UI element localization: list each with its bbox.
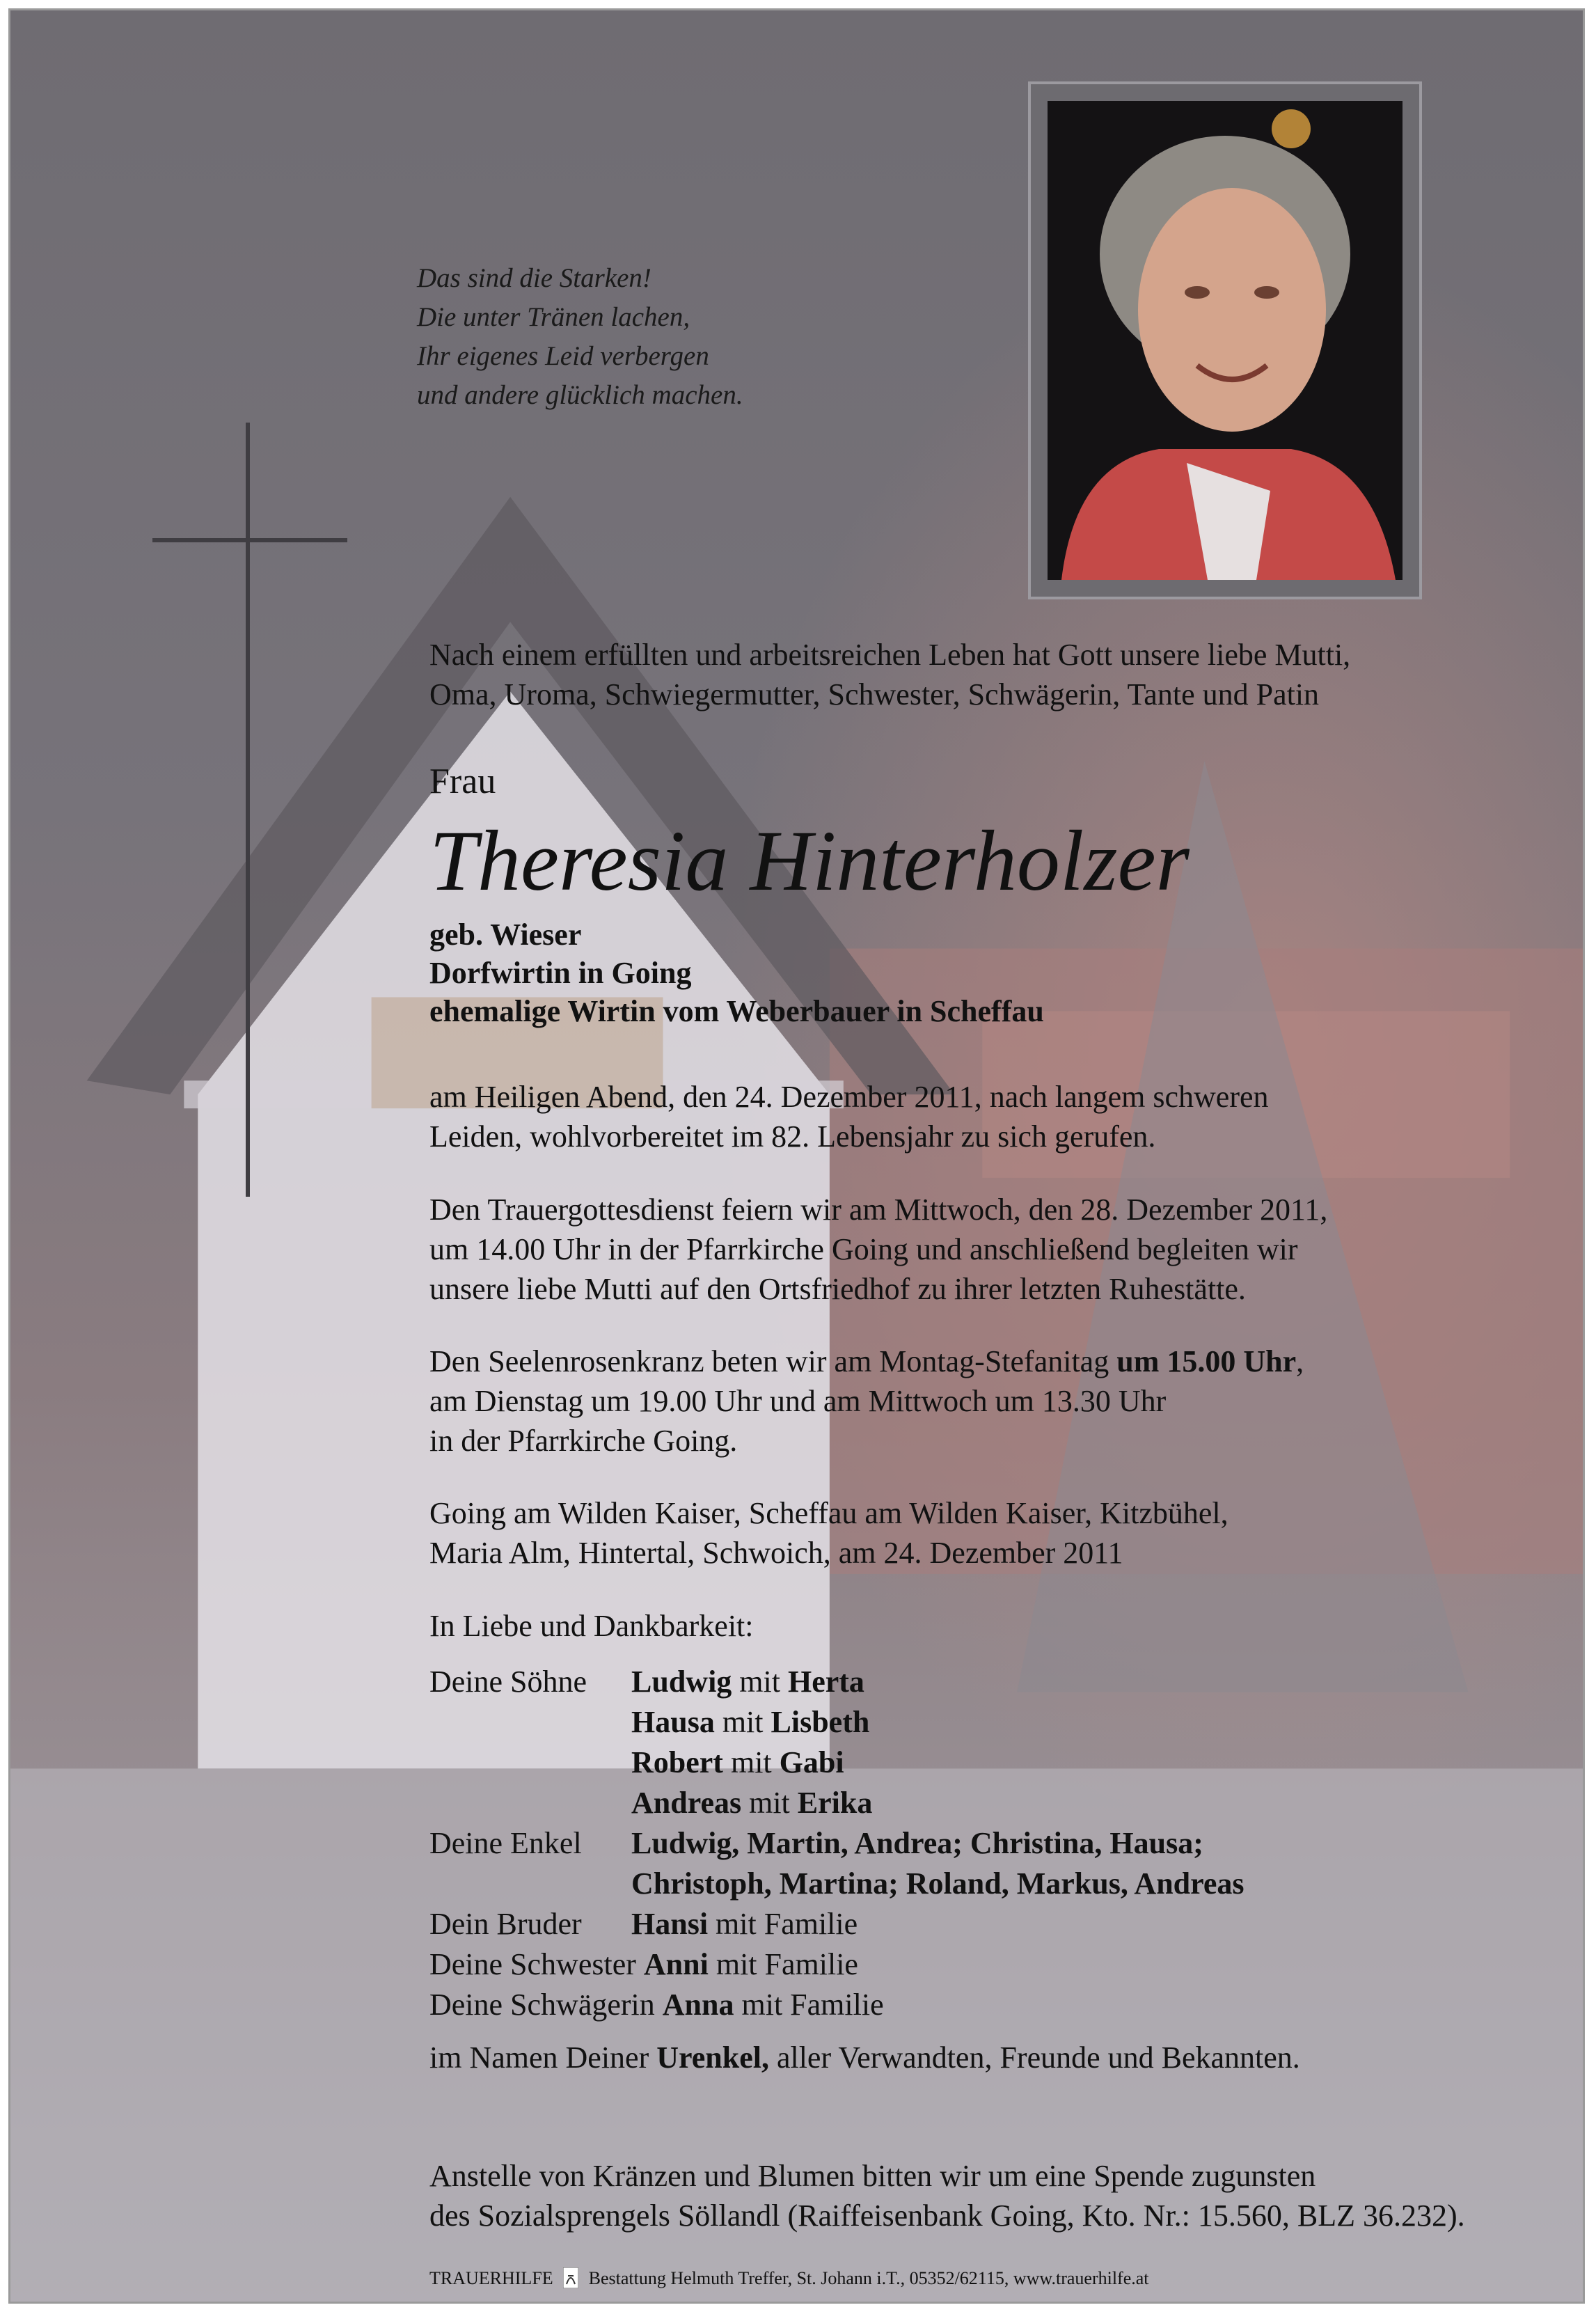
funeral-line: um 14.00 Uhr in der Pfarrkirche Going und anschließend begleiten wir [429, 1232, 1298, 1266]
verse-line: Die unter Tränen lachen, [417, 302, 690, 332]
with-family: mit Familie [708, 1947, 858, 1981]
cross-icon-bar [152, 538, 347, 542]
rosary-notice [429, 1342, 1304, 1461]
mit-text: mit [722, 1745, 780, 1779]
brother-entry [631, 1904, 858, 1944]
rosary-text: Den Seelenrosenkranz beten wir am Montag-Stefanitag [429, 1344, 1117, 1378]
trauerhilfe-logo-icon [563, 2267, 578, 2288]
verse-line: Ihr eigenes Leid verbergen [417, 341, 709, 371]
places-date [429, 1493, 1228, 1573]
donation-request [429, 2156, 1465, 2235]
son-name: Hausa [631, 1705, 715, 1739]
death-line: Leiden, wohlvorbereitet im 82. Lebensjahr zu sich gerufen. [429, 1119, 1156, 1154]
funeral-notice [429, 1190, 1327, 1309]
footer-brand: TRAUERHILFE [429, 2268, 553, 2288]
closing-bold: Urenkel, [656, 2040, 769, 2075]
rosary-line [429, 1342, 1304, 1381]
partner-name: Herta [787, 1665, 864, 1699]
family-label: Dein Bruder [429, 1907, 582, 1941]
verse-line: und andere glücklich machen. [417, 380, 743, 410]
with-family: mit Familie [734, 1988, 884, 2022]
salutation: Frau [429, 762, 496, 801]
sisterinlaw-entry [429, 1985, 884, 2025]
intro-line: Oma, Uroma, Schwiegermutter, Schwester, Schwägerin, Tante und Patin [429, 677, 1320, 711]
mit-text: mit [741, 1786, 798, 1820]
grandchildren-names: Ludwig, Martin, Andrea; Christina, Hausa; [631, 1826, 1203, 1860]
detail-line: geb. Wieser [429, 918, 582, 952]
death-line: am Heiligen Abend, den 24. Dezember 2011, nach langem schweren [429, 1080, 1269, 1114]
sister-entry [429, 1944, 858, 1985]
rosary-time: um 15.00 Uhr [1116, 1344, 1297, 1378]
funeral-line: unsere liebe Mutti auf den Ortsfriedhof zu ihrer letzten Ruhestätte. [429, 1272, 1246, 1306]
donation-line: Anstelle von Kränzen und Blumen bitten wir um eine Spende zugunsten [429, 2159, 1316, 2193]
partner-name: Gabi [779, 1745, 844, 1779]
son-name: Robert [631, 1745, 723, 1779]
obituary-page [8, 8, 1585, 2304]
death-notice [429, 1077, 1269, 1156]
footer [429, 2267, 1149, 2289]
closing-text-end: aller Verwandten, Freunde und Bekannten. [768, 2040, 1300, 2075]
memorial-verse [417, 259, 743, 415]
partner-name: Erika [797, 1786, 873, 1820]
deceased-name: Theresia Hinterholzer [429, 813, 1190, 909]
son-entry [631, 1662, 864, 1702]
son-entry [631, 1743, 844, 1783]
brother-name: Hansi [631, 1907, 709, 1941]
mit-text: mit [714, 1705, 771, 1739]
grandchildren-names: Christoph, Martina; Roland, Markus, Andreas [631, 1866, 1245, 1901]
family-label: Deine Schwester [429, 1947, 644, 1981]
son-name: Ludwig [631, 1665, 732, 1699]
detail-line: Dorfwirtin in Going [429, 956, 692, 990]
love-gratitude: In Liebe und Dankbarkeit: [429, 1609, 754, 1643]
detail-line: ehemalige Wirtin vom Weberbauer in Scheffau [429, 994, 1044, 1028]
partner-name: Lisbeth [771, 1705, 870, 1739]
mit-text: mit [732, 1665, 788, 1699]
closing-text: im Namen Deiner [429, 2040, 657, 2075]
son-name: Andreas [631, 1786, 742, 1820]
verse-line: Das sind die Starken! [417, 263, 651, 293]
rosary-line: in der Pfarrkirche Going. [429, 1424, 738, 1458]
intro-text [429, 635, 1350, 714]
donation-line: des Sozialsprengels Söllandl (Raiffeisenbank Going, Kto. Nr.: 15.560, BLZ 36.232). [429, 2199, 1465, 2233]
portrait-image [1048, 101, 1403, 580]
footer-text: Bestattung Helmuth Treffer, St. Johann i.T., 05352/62115, www.trauerhilfe.at [588, 2268, 1149, 2288]
son-entry [631, 1783, 872, 1823]
rosary-line: am Dienstag um 19.00 Uhr und am Mittwoch um 13.30 Uhr [429, 1384, 1167, 1418]
son-entry [631, 1702, 869, 1743]
funeral-line: Den Trauergottesdienst feiern wir am Mittwoch, den 28. Dezember 2011, [429, 1193, 1328, 1227]
places-line: Going am Wilden Kaiser, Scheffau am Wilden Kaiser, Kitzbühel, [429, 1496, 1228, 1530]
closing-line [429, 2038, 1300, 2077]
family-label: Deine Söhne [429, 1665, 587, 1699]
intro-line: Nach einem erfüllten und arbeitsreichen Leben hat Gott unsere liebe Mutti, [429, 638, 1351, 672]
places-line: Maria Alm, Hintertal, Schwoich, am 24. Dezember 2011 [429, 1536, 1123, 1570]
deceased-details [429, 915, 1044, 1030]
rosary-punct: , [1296, 1344, 1304, 1378]
family-label: Deine Enkel [429, 1826, 582, 1860]
family-label: Deine Schwägerin [429, 1988, 663, 2022]
sisterinlaw-name: Anna [662, 1988, 734, 2022]
sister-name: Anni [643, 1947, 709, 1981]
portrait-photo [1028, 81, 1422, 599]
with-family: mit Familie [708, 1907, 858, 1941]
